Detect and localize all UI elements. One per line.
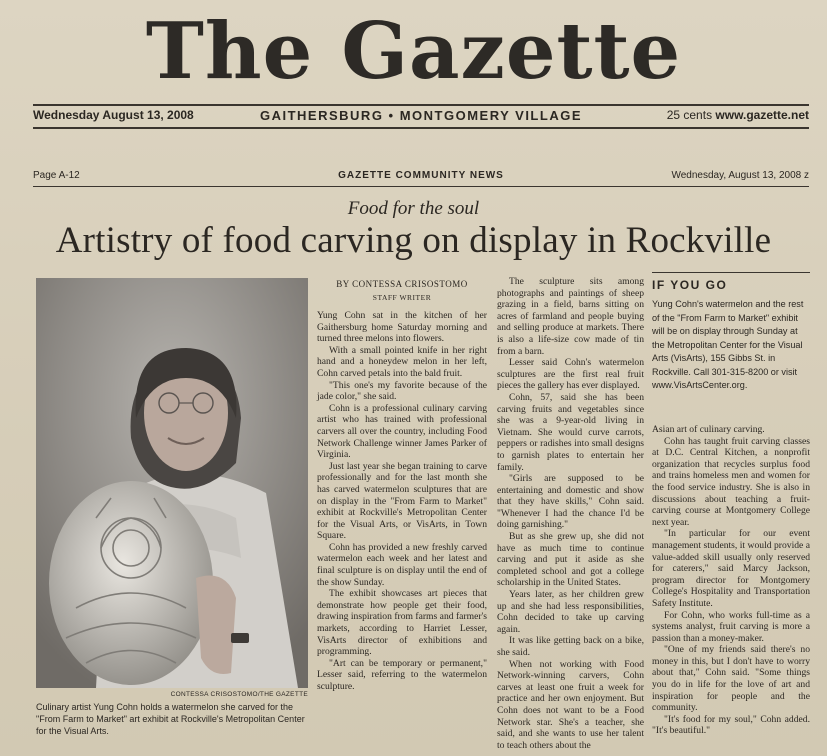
paragraph: Cohn is a professional culinary carving artist who has trained with professional carvers all over the country, including Food Network Challenge winner James Parker of Virginia. (317, 402, 487, 461)
article-column-3 (652, 424, 810, 737)
paragraph: Lesser said Cohn's watermelon sculptures are the first real fruit pieces the gallery has ever displayed. (497, 357, 644, 392)
byline-name: BY CONTESSA CRISOSTOMO (336, 279, 468, 289)
paragraph: It was like getting back on a bike, she said. (497, 635, 644, 658)
photo-credit: CONTESSA CRISOSTOMO/THE GAZETTE (170, 691, 308, 698)
article-headline: Artistry of food carving on display in Rockville (55, 220, 772, 261)
paragraph: "Girls are supposed to be entertaining and domestic and show that they have skills," Cohn said. "Whenever I had the chance I'd be doing garnishing." (497, 473, 644, 531)
paragraph: "It's food for my soul," Cohn added. "It's beautiful." (652, 713, 810, 737)
paragraph: For Cohn, who works full-time as a systems analyst, fruit carving is more a passion than a money-maker. (652, 609, 810, 644)
paragraph: Asian art of culinary carving. (652, 424, 765, 435)
paragraph: Cohn has taught fruit carving classes at D.C. Central Kitchen, a nonprofit organization that recycles surplus food and trains homeless men and women for the food service industry. She is also in discussions about teaching a fruit-carving course at Montgomery College next year. (652, 435, 810, 528)
article-column-2 (497, 276, 644, 751)
paragraph: "In particular for our event management students, it would provide a value-added skill usually only reserved for caterers," said Marcy Jackson, program director for Montgomery College's Hospitality and Transportation Safety Institute. (652, 528, 810, 609)
paragraph: The sculpture sits among photographs and paintings of sheep grazing in a field, barns sitting on acres of farmland and people buying and selling produce at markets. There is also a life-size cow made of tin from a barn. (497, 276, 644, 357)
article-photo (36, 278, 308, 688)
paragraph: With a small pointed knife in her right hand and a honeydew melon in her left, Cohn carved petals into the bald fruit. (317, 344, 487, 379)
paragraph: The exhibit showcases art pieces that demonstrate how people get their food, drawing inspiration from farms and farmer's markets, according to Harriet Lesser, VisArts director of exhibitions and programming. (317, 588, 487, 658)
article-byline (317, 278, 487, 304)
paragraph: Cohn has provided a new freshly carved watermelon each week and her latest and final sculpture is on display until the end of the show Sunday. (317, 541, 487, 588)
article-kicker: Food for the soul (347, 198, 480, 219)
photo-caption: Culinary artist Yung Cohn holds a watermelon she carved for the "From Farm to Market" art exhibit at Rockville's Metropolitan Center for the Visual Arts. (36, 702, 305, 736)
paragraph: When not working with Food Network-winning carvers, Cohn carves at least one fruit a week for practice and her own enjoyment. But Cohn does not want to be a Food Network star. She's a teacher, she said, and she wants to use her talent to teach others about the (497, 658, 644, 751)
masthead-price: 25 cents (666, 108, 713, 122)
article-column-1 (317, 310, 487, 693)
folio-date: Wednesday, August 13, 2008 z (671, 170, 809, 181)
masthead-site: www.gazette.net (715, 108, 809, 122)
photo-illustration (36, 278, 308, 688)
folio-section: GAZETTE COMMUNITY NEWS (338, 170, 504, 181)
page-folio (33, 170, 809, 184)
if-you-go-heading: IF YOU GO (652, 278, 728, 292)
paragraph: Cohn, 57, said she has been carving fruits and vegetables since she was a 9-year-old living in Vietnam. She would curve carrots, peppers or radishes into small designs to garnish plates to entertain her family. (497, 391, 644, 473)
paragraph: But as she grew up, she did not have as much time to continue carving and put it aside as she completed school and got a college scholarship in the United States. (497, 531, 644, 589)
masthead-date: Wednesday August 13, 2008 (33, 108, 194, 122)
folio-rule (33, 186, 809, 187)
masthead-dateline (33, 108, 809, 124)
paragraph: Yung Cohn sat in the kitchen of her Gaithersburg home Saturday morning and turned three melons into flowers. (317, 310, 487, 345)
paragraph: Just last year she began training to carve professionally and for the last month she has carved watermelon sculptures that are on display in the "From Farm to Market" exhibit at Rockville's Metropolitan Center for the Visual Arts, or VisArts, in Town Square. (317, 460, 487, 542)
if-you-go-box (652, 272, 810, 412)
paragraph: "Art can be temporary or permanent," Lesser said, referring to the watermelon sculpture. (317, 657, 487, 692)
folio-page: Page A-12 (33, 170, 80, 181)
paragraph: "One of my friends said there's no money in this, but I don't have to worry about that," Cohn said. "Some things you do in life for the love of art and inspiration for people and the community. (652, 644, 810, 714)
if-you-go-body: Yung Cohn's watermelon and the rest of the "From Farm to Market" exhibit will be on display through Sunday at the Metropolitan Center for the Visual Arts (VisArts), 155 Gibbs St. in Rockville. Call 301-315-8200 or visit www.VisArtsCenter.org. (652, 299, 804, 390)
paragraph: "This one's my favorite because of the jade color," she said. (317, 379, 487, 403)
masthead-title: The Gazette (145, 6, 682, 97)
byline-role: STAFF WRITER (372, 293, 432, 302)
paragraph: Years later, as her children grew up and she had less responsibilities, Cohn decided to take up carving again. (497, 589, 644, 635)
masthead-rule-bottom (33, 127, 809, 129)
masthead-rule-top (33, 104, 809, 106)
masthead-region: GAITHERSBURG • MONTGOMERY VILLAGE (259, 108, 582, 123)
masthead-price-site (667, 108, 809, 122)
